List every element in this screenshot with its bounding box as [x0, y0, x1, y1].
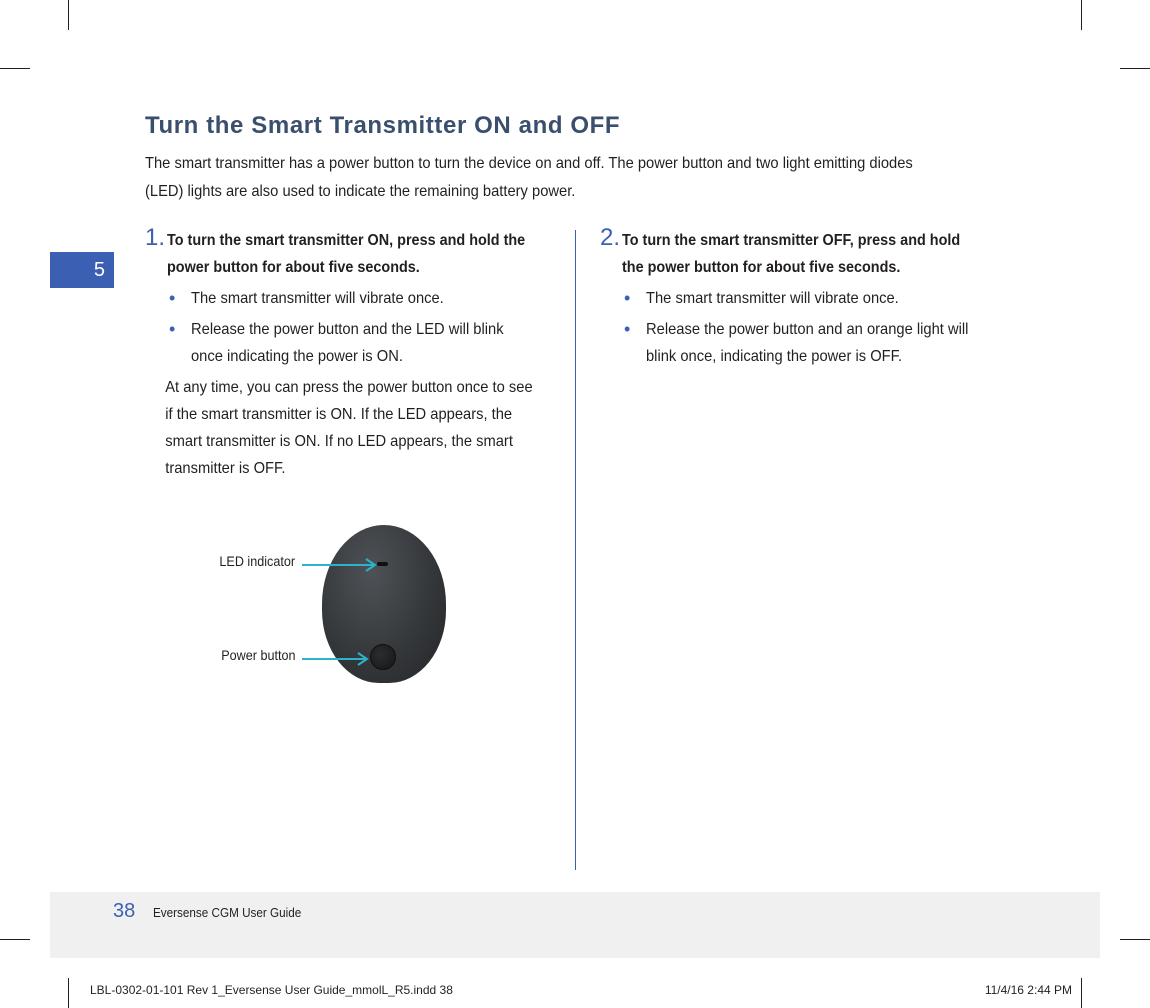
crop-mark: [1120, 939, 1150, 940]
step-2: [600, 226, 1020, 374]
power-callout-label: Power button: [220, 647, 295, 663]
crop-mark: [1081, 0, 1082, 30]
print-slug-file: LBL-0302-01-101 Rev 1_Eversense User Guide_mmolL_R5.indd 38: [90, 983, 453, 997]
column-divider: [575, 230, 576, 870]
bullet-dot-icon: •: [624, 319, 631, 339]
led-indicator: [377, 562, 388, 566]
bullet-dot-icon: •: [169, 319, 176, 339]
bullet-item: [622, 285, 1020, 312]
bullet-text: Release the power button and an orange light will blink once, indicating the power is OFF.: [646, 321, 969, 365]
page-title: Turn the Smart Transmitter ON and OFF: [145, 112, 621, 139]
page-number: 38: [113, 900, 136, 922]
step-1: [145, 226, 565, 482]
arrow-right-icon: [302, 558, 378, 572]
step-number: 2.: [600, 224, 621, 251]
bullet-item: [167, 285, 565, 312]
power-button-image: [370, 644, 396, 670]
step-number: 1.: [145, 224, 166, 251]
crop-mark: [0, 68, 30, 69]
chapter-tab: 5: [50, 252, 114, 288]
step-title: To turn the smart transmitter ON, press and hold the power button for about five seconds.: [167, 232, 526, 276]
bullet-text: The smart transmitter will vibrate once.: [646, 290, 899, 307]
bullet-item: [622, 316, 1020, 370]
bullet-text: Release the power button and the LED will blink once indicating the power is ON.: [191, 321, 504, 365]
arrow-right-icon: [302, 652, 370, 666]
transmitter-illustration: [200, 520, 470, 690]
print-slug-date: 11/4/16 2:44 PM: [984, 983, 1072, 997]
crop-mark: [68, 978, 69, 1008]
step-note: At any time, you can press the power button once to see if the smart transmitter is ON. If the LED appears, the smart transmitter is ON. If no LED appears, the smart transmitter is OFF.: [165, 379, 533, 477]
footer-bar: [50, 892, 1100, 958]
led-callout-label: LED indicator: [219, 553, 295, 569]
crop-mark: [1120, 68, 1150, 69]
crop-mark: [0, 939, 30, 940]
bullet-text: The smart transmitter will vibrate once.: [191, 290, 444, 307]
crop-mark: [68, 0, 69, 30]
bullet-dot-icon: •: [624, 288, 631, 308]
bullet-item: [167, 316, 565, 370]
guide-name: Eversense CGM User Guide: [153, 905, 302, 920]
crop-mark: [1081, 978, 1082, 1008]
bullet-dot-icon: •: [169, 288, 176, 308]
intro-paragraph: The smart transmitter has a power button to turn the device on and off. The power button and two light emitting diodes (LED) lights are also used to indicate the remaining battery power.: [145, 155, 913, 200]
step-title: To turn the smart transmitter OFF, press and hold the power button for about five seconds.: [622, 232, 961, 276]
